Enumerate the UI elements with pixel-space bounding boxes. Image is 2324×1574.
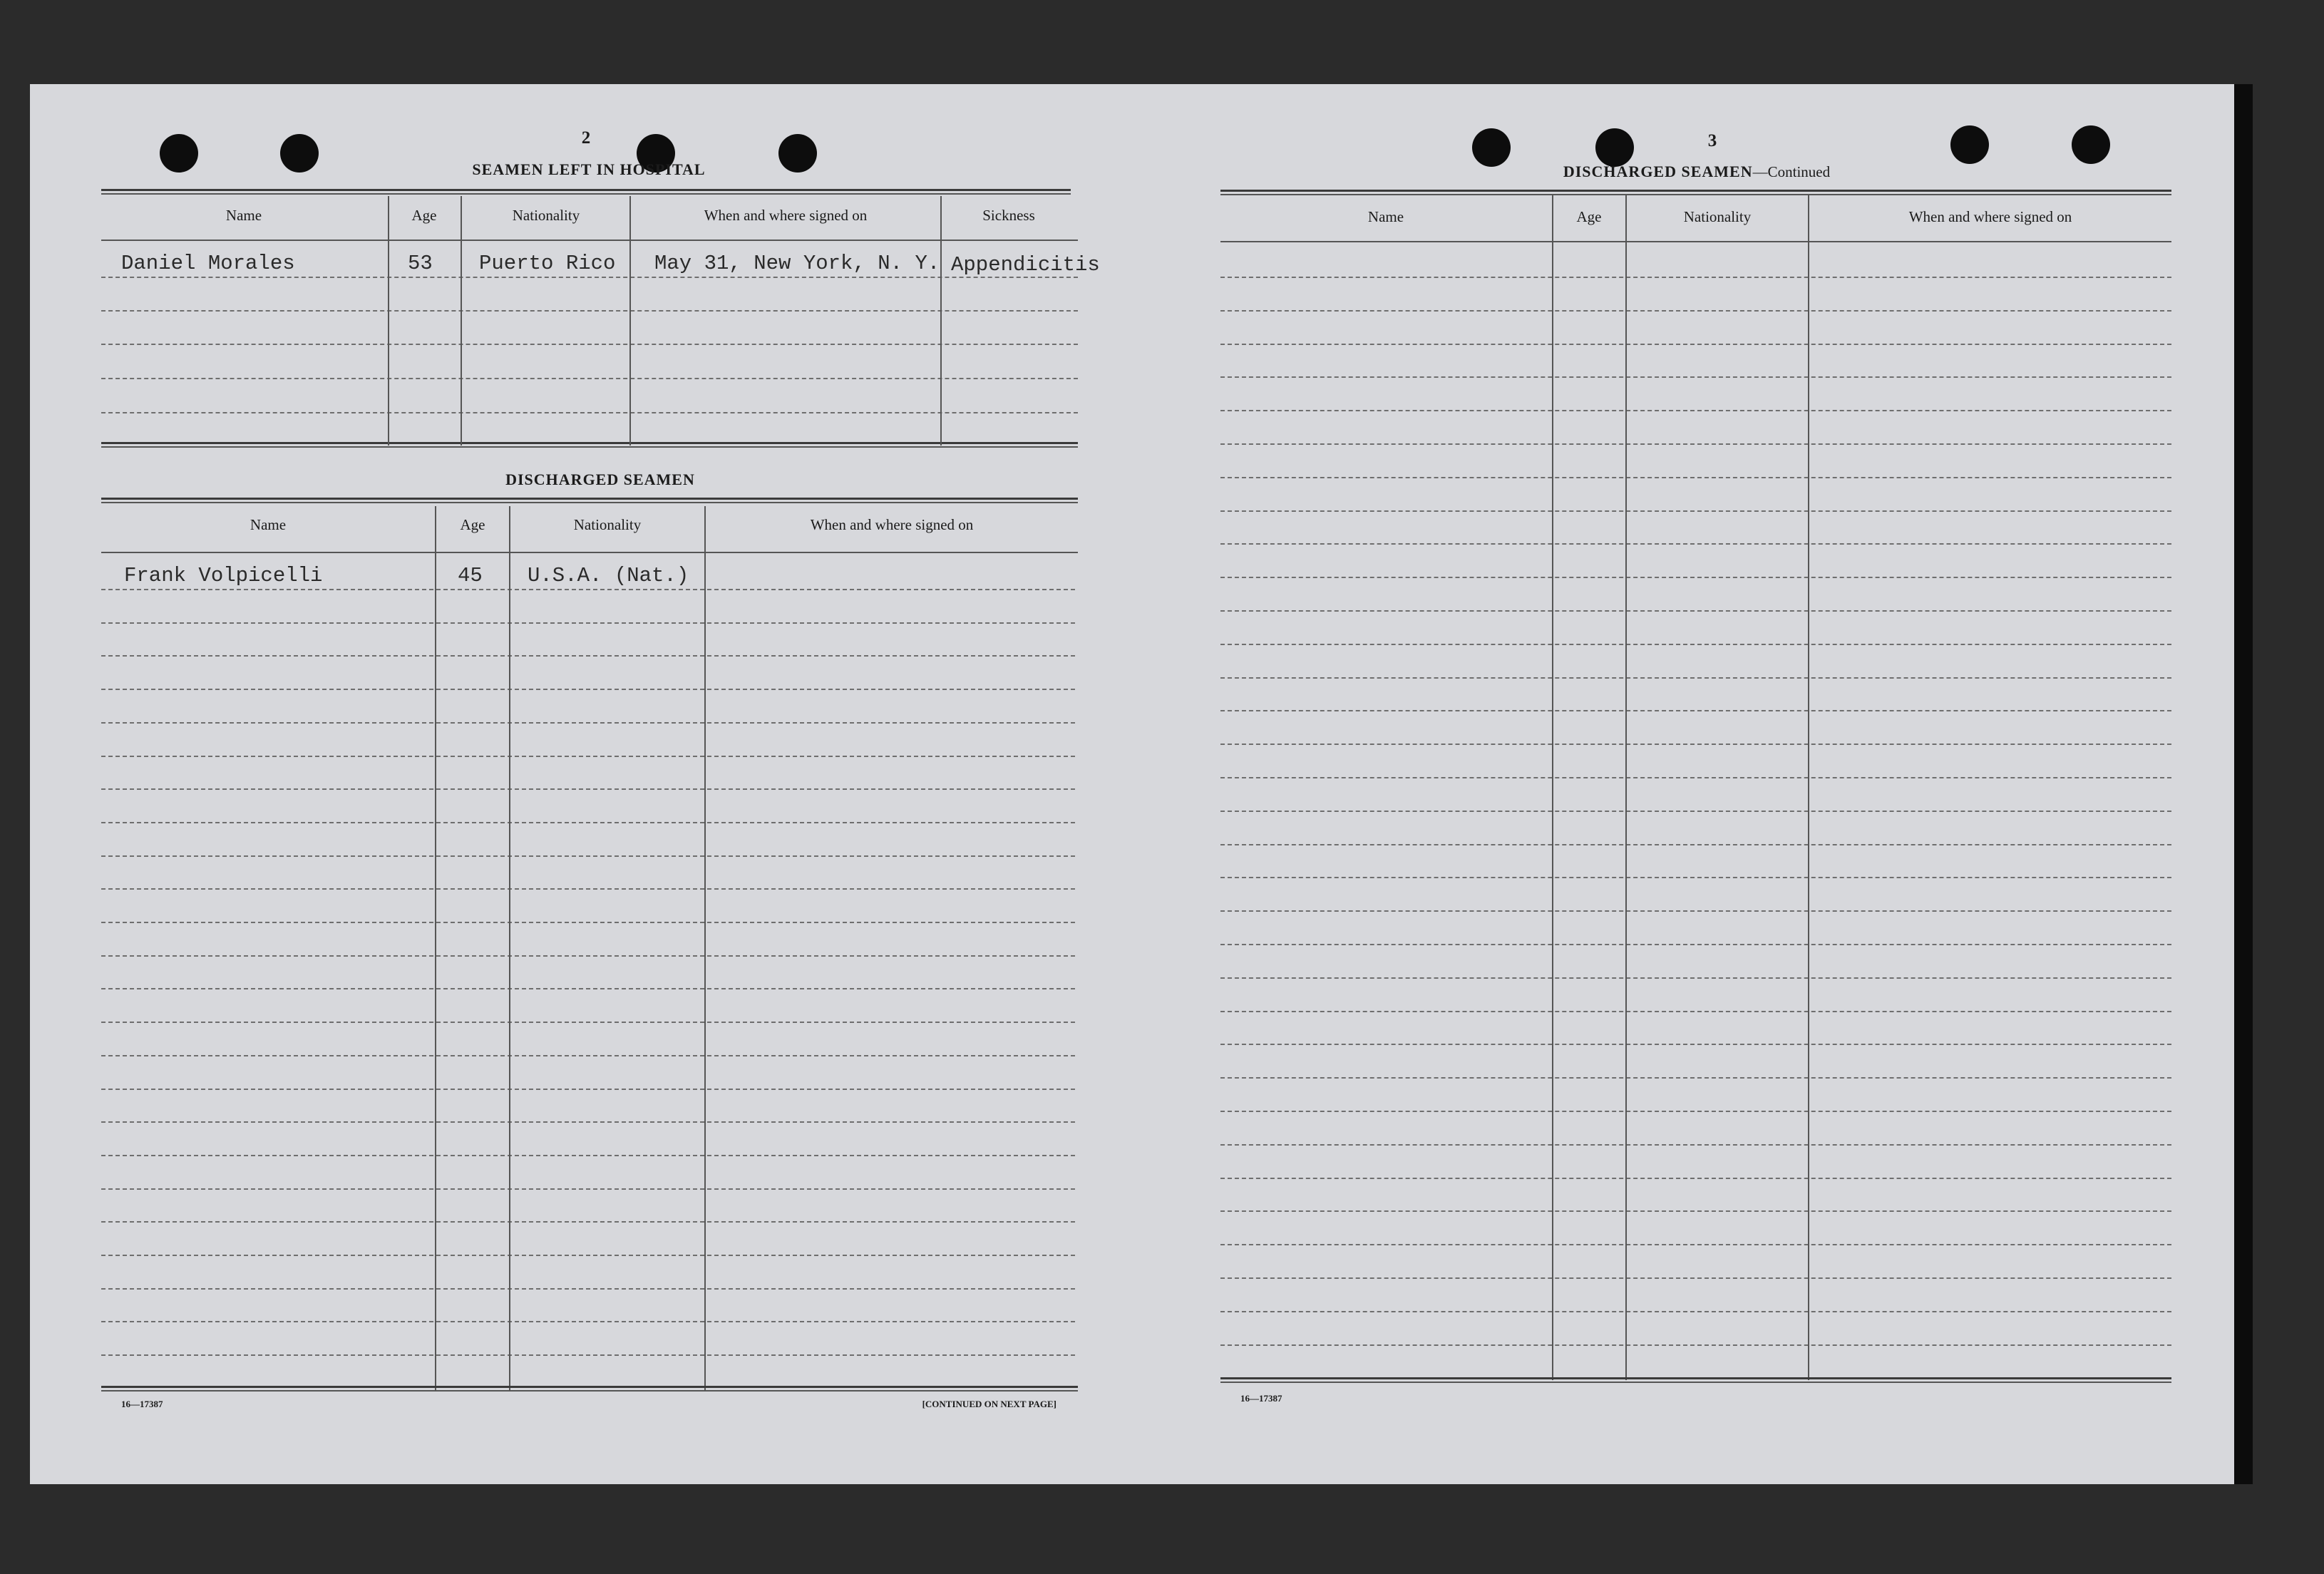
- document-sheet: [30, 84, 2234, 1484]
- punch-hole: [2072, 125, 2110, 164]
- ruled-row-line: [101, 1089, 1075, 1090]
- hospital-row-line: [101, 344, 1078, 345]
- hospital-row-line: [101, 310, 1078, 312]
- ruled-row-line: [1220, 1344, 2171, 1346]
- ruled-row-line: [1220, 1111, 2171, 1112]
- hospital-col-age: Age: [411, 207, 437, 224]
- right-section-title: [1511, 163, 1882, 181]
- right-col-divider: [1808, 194, 1809, 1380]
- right-header-rule: [1220, 241, 2171, 242]
- hospital-col-name: Name: [225, 207, 262, 224]
- right-col-nationality: Nationality: [1683, 208, 1752, 225]
- ruled-row-line: [1220, 1178, 2171, 1179]
- ruled-row-line: [1220, 1077, 2171, 1079]
- ruled-row-line: [1220, 577, 2171, 578]
- ruled-row-line: [1220, 777, 2171, 778]
- discharged-top-rule: [101, 498, 1078, 503]
- form-number-left: 16—17387: [121, 1399, 163, 1409]
- hospital-col-signed-on: When and where signed on: [704, 207, 868, 224]
- ruled-row-line: [1220, 877, 2171, 878]
- form-number-right: 16—17387: [1240, 1393, 1282, 1404]
- page-number-right: 3: [1707, 131, 1717, 150]
- hospital-row-nationality: Puerto Rico: [479, 252, 616, 275]
- ruled-row-line: [101, 1155, 1075, 1156]
- right-col-name: Name: [1367, 208, 1404, 225]
- hospital-row-age: 53: [408, 252, 433, 275]
- continued-note: [CONTINUED ON NEXT PAGE]: [922, 1399, 1056, 1409]
- ruled-row-line: [1220, 1244, 2171, 1245]
- ruled-row-line: [1220, 310, 2171, 312]
- ruled-row-line: [101, 689, 1075, 690]
- ruled-row-line: [1220, 376, 2171, 378]
- ruled-row-line: [101, 955, 1075, 957]
- hospital-col-divider: [940, 196, 942, 446]
- ruled-row-line: [101, 1321, 1075, 1322]
- discharged-header-rule: [101, 552, 1078, 553]
- hospital-header-rule: [101, 240, 1078, 241]
- ruled-row-line: [1220, 1311, 2171, 1312]
- hospital-col-nationality: Nationality: [512, 207, 580, 224]
- hospital-top-rule: [101, 189, 1071, 195]
- ruled-row-line: [101, 1022, 1075, 1023]
- page-number-left: 2: [581, 128, 591, 148]
- punch-hole: [1472, 128, 1511, 167]
- ruled-row-line: [101, 1288, 1075, 1290]
- ruled-row-line: [101, 756, 1075, 757]
- ruled-row-line: [101, 589, 1075, 590]
- ruled-row-line: [101, 788, 1075, 790]
- ruled-row-line: [101, 722, 1075, 724]
- ruled-row-line: [1220, 944, 2171, 945]
- hospital-section-title: SEAMEN LEFT IN HOSPITAL: [472, 160, 706, 178]
- discharged-col-nationality: Nationality: [573, 516, 642, 533]
- ruled-row-line: [1220, 1044, 2171, 1045]
- ruled-row-line: [1220, 1011, 2171, 1012]
- discharged-col-divider: [435, 506, 436, 1390]
- ruled-row-line: [1220, 811, 2171, 812]
- ruled-row-line: [101, 988, 1075, 989]
- ruled-row-line: [1220, 510, 2171, 512]
- discharged-section-title: DISCHARGED SEAMEN: [505, 470, 695, 488]
- ruled-row-line: [1220, 744, 2171, 745]
- hospital-col-divider: [629, 196, 631, 446]
- right-col-divider: [1625, 194, 1627, 1380]
- ruled-row-line: [1220, 543, 2171, 545]
- ruled-row-line: [1220, 1210, 2171, 1212]
- right-bottom-rule: [1220, 1377, 2171, 1383]
- ruled-row-line: [101, 1188, 1075, 1190]
- ruled-row-line: [101, 1255, 1075, 1256]
- right-col-signed-on: When and where signed on: [1908, 208, 2072, 225]
- ruled-row-line: [1220, 977, 2171, 979]
- ruled-row-line: [101, 655, 1075, 657]
- ruled-row-line: [1220, 610, 2171, 612]
- ruled-row-line: [101, 1121, 1075, 1123]
- ruled-row-line: [1220, 344, 2171, 345]
- hospital-col-divider: [461, 196, 462, 446]
- ruled-row-line: [1220, 410, 2171, 411]
- ruled-row-line: [1220, 477, 2171, 478]
- hospital-col-divider: [388, 196, 389, 446]
- punch-hole: [160, 134, 198, 173]
- discharged-bottom-rule: [101, 1386, 1078, 1392]
- punch-hole: [1950, 125, 1989, 164]
- ruled-row-line: [101, 1055, 1075, 1056]
- punch-hole: [1595, 128, 1634, 167]
- ruled-row-line: [1220, 710, 2171, 711]
- ruled-row-line: [1220, 277, 2171, 278]
- right-col-age: Age: [1576, 208, 1602, 225]
- discharged-row-age: 45: [458, 564, 483, 587]
- right-title-suffix: —Continued: [1752, 163, 1831, 180]
- hospital-row-line: [101, 378, 1078, 379]
- hospital-row-sickness: Appendicitis: [951, 253, 1100, 277]
- hospital-bottom-rule: [101, 442, 1078, 448]
- ruled-row-line: [1220, 1277, 2171, 1279]
- ruled-row-line: [1220, 644, 2171, 645]
- right-top-rule: [1220, 190, 2171, 195]
- ruled-row-line: [1220, 910, 2171, 912]
- hospital-row-signed-on: May 31, New York, N. Y.: [654, 252, 940, 275]
- ruled-row-line: [101, 1221, 1075, 1223]
- discharged-col-age: Age: [460, 516, 485, 533]
- ruled-row-line: [101, 822, 1075, 823]
- ruled-row-line: [101, 855, 1075, 857]
- ruled-row-line: [1220, 1144, 2171, 1146]
- discharged-col-signed-on: When and where signed on: [810, 516, 974, 533]
- ruled-row-line: [101, 922, 1075, 923]
- right-col-divider: [1552, 194, 1553, 1380]
- discharged-row-nationality: U.S.A. (Nat.): [528, 564, 689, 587]
- ruled-row-line: [101, 1354, 1075, 1356]
- scan-edge-strip: [2234, 84, 2253, 1484]
- discharged-col-divider: [704, 506, 706, 1390]
- hospital-row-name: Daniel Morales: [121, 252, 295, 275]
- discharged-col-divider: [509, 506, 510, 1390]
- ruled-row-line: [1220, 844, 2171, 845]
- ruled-row-line: [101, 622, 1075, 624]
- ruled-row-line: [101, 888, 1075, 890]
- ruled-row-line: [1220, 677, 2171, 679]
- discharged-row-name: Frank Volpicelli: [124, 564, 323, 587]
- hospital-row-line: [101, 412, 1078, 413]
- hospital-row-line: [101, 277, 1078, 278]
- hospital-col-sickness: Sickness: [982, 207, 1035, 224]
- ruled-row-line: [1220, 443, 2171, 445]
- discharged-col-name: Name: [250, 516, 287, 533]
- punch-hole: [280, 134, 319, 173]
- right-title-main: DISCHARGED SEAMEN: [1563, 163, 1753, 180]
